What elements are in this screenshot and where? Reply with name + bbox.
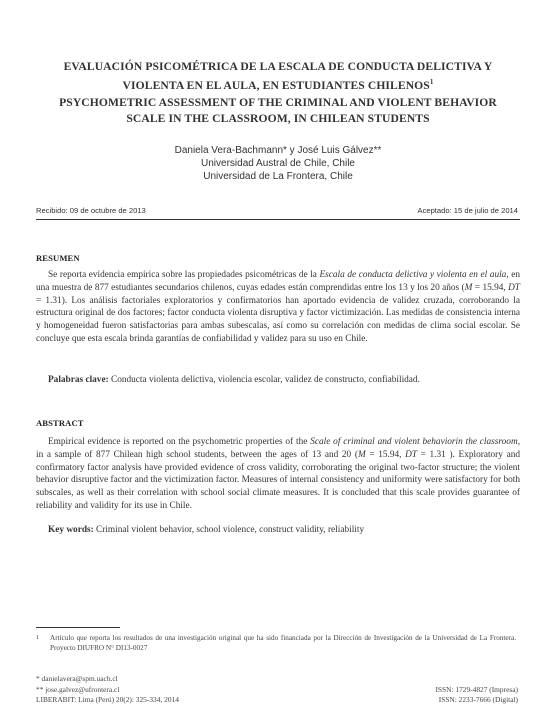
issn-print: ISSN: 1729-4827 (Impresa)	[435, 685, 518, 694]
author-email-1: * danielavera@spm.uach.cl	[36, 674, 118, 683]
received-date: Recibido: 09 de octubre de 2013	[36, 206, 146, 215]
author-names: Daniela Vera-Bachmann* y José Luis Gálvez**	[174, 145, 382, 156]
title-spanish-line2: VIOLENTA EN EL AULA, EN ESTUDIANTES CHILENOS	[122, 78, 430, 92]
resumen-keywords: Palabras clave: Conducta violenta delictiva, violencia escolar, validez de constructo, confiabilidad.	[48, 375, 420, 385]
footnote-divider	[36, 627, 120, 628]
affiliation-2: Universidad de La Frontera, Chile	[203, 171, 353, 182]
title-spanish	[36, 59, 520, 93]
abstract-keywords: Key words: Criminal violent behavior, school violence, construct validity, reliability	[48, 525, 365, 535]
author-email-2: ** jose.galvez@ufrontera.cl	[36, 685, 120, 694]
abstract-paragraph: Empirical evidence is reported on the psychometric properties of the Scale of criminal and violent behaviorin the classroom, in a sample of 877 Chilean high school students, between the ages of 13 and 20 (M = 15.94, DT = 1.31 ). Exploratory and confirmatory factor analysis have provided evidence of cross validity, corroborating the original two-factor structure; the violent behavior disruptive factor and the victimization factor. Measures of internal consistency and uniformity were satisfactory for both subscales, as well as their correlation with school social climate measures. It is concluded that this scale provides guarantee of reliability and validity for its use in Chile.	[36, 437, 521, 511]
resumen-paragraph: Se reporta evidencia empírica sobre las propiedades psicométricas de la Escala de conducta delictiva y violenta en el aula, en una muestra de 877 estudiantes secundarios chilenos, cuyas edades están comprendidas entre los 13 y los 20 años (M = 15.94, DT = 1.31). Los análisis factoriales exploratorios y confirmatorios han aportado evidencia de validez cruzada, corroborando la estructura original de dos factores; factor conducta violenta disruptiva y factor victimización. Las medidas de consistencia interna y homogeneidad fueron satisfactorias para ambas subescalas, así como su correlación con medidas de clima social escolar. Se concluye que esta escala brinda garantías de confiabilidad y validez para su uso en Chile.	[36, 270, 521, 344]
issn-digital: ISSN: 2233-7666 (Digital)	[438, 695, 518, 704]
journal-citation: LIBERABIT: Lima (Perú) 20(2): 325-334, 2014	[36, 695, 179, 704]
footnote-text: Artículo que reporta los resultados de una investigación original que ha sido financiada por la Dirección de Investigación de la Universidad de La Frontera. Proyecto DIUFRO N° DI13-0027	[50, 634, 516, 652]
title-spanish-line1: EVALUACIÓN PSICOMÉTRICA DE LA ESCALA DE CONDUCTA DELICTIVA Y	[63, 60, 493, 73]
accepted-date: Aceptado: 15 de julio de 2014	[417, 206, 518, 215]
resumen-heading: RESUMEN	[36, 253, 80, 263]
footnote	[36, 633, 520, 653]
footnote-mark: 1	[36, 635, 39, 641]
abstract-heading: ABSTRACT	[36, 418, 84, 428]
title-english-line2: SCALE IN THE CLASSROOM, IN CHILEAN STUDENTS	[126, 111, 430, 125]
title-english-line1: PSYCHOMETRIC ASSESSMENT OF THE CRIMINAL AND VIOLENT BEHAVIOR	[59, 96, 497, 109]
title-footnote-mark: 1	[429, 77, 434, 86]
title-english	[36, 95, 520, 126]
affiliation-1: Universidad Austral de Chile, Chile	[201, 158, 355, 169]
header-divider	[36, 219, 520, 220]
